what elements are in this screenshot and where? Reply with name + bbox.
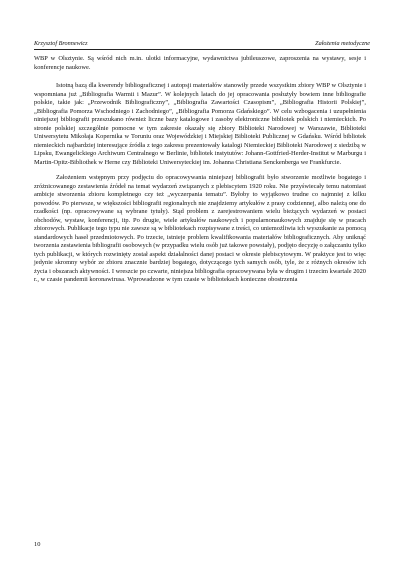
paragraph: Założeniem wstępnym przy podjęciu do opracowywania niniejszej bibliografii było stworzenie możliwie bogatego i zróżnicowanego zestawienia źródeł na temat wydarzeń związanych z plebiscytem 1920 roku. Nie przyświecały temu natomiast ambicje stworzenia zbioru kompletnego czy też „wyczerpania tematu”. Byłoby to wyjątkowo trudne co najmniej z kilku powodów. Po pierwsze, w większości bibliografii regionalnych nie znajdziemy artykułów z prasy codziennej, albo należą one do rzadkości (np. opracowywane są wybrane tytuły). Stąd problem z zarejestrowaniem wielu bieżących wydarzeń w postaci obchodów, wystaw, konferencji, itp. Po drugie, wiele artykułów naukowych i popularnonaukowych znajduje się w pracach zbiorowych. Publikacje tego typu nie zawsze są w bibliotekach rozpisywane z treści, co uniemożliwia ich wyszukanie za pomocą standardowych haseł przedmiotowych. Po trzecie, istnieje problem kwalifikowania materiałów bibliograficznych. Aby uniknąć tworzenia zestawienia bibliografii osobowych (w przypadku wielu osób już takowe powstały), podjęto decyzję o załączaniu tylko tych publikacji, w których rozwinięty został aspekt działalności danej postaci w okresie plebiscytowym. W praktyce jest to więc jedynie skromny wybór ze zbioru znacznie bardziej bogatego, dotyczącego tych samych osób, tyle, że z różnych okresów ich życia i obszarach aktywności. I wreszcie po czwarte, niniejsza bibliografia opracowywana była w drugim i trzecim kwartale 2020 r., w czasie pandemii koronawirusa. Wprowadzone w tym czasie w bibliotekach konieczne obostrzenia <box>34 174 367 283</box>
paragraph: Istotną bazą dla kwerendy bibliograficznej i autopsji materiałów stanowiły przede wszystkim zbiory WBP w Olsztynie i wspomniana już „Bibliografia Warmii i Mazur”. W kolejnych latach do jej opracowania posłużyły bowiem inne bibliografie polskie, takie jak: „Przewodnik Bibliograficzny”, „Bibliografia Zawartości Czasopism”, „Bibliografia Historii Polskiej”, „Bibliografia Pomorza Wschodniego i Zachodniego”, „Bibliografia Pomorza Gdańskiego”. W celu wzbogacenia i uzupełnienia niniejszej bibliografii przeszukano również liczne bazy katalogowe i zasoby elektroniczne bibliotek polskich i niemieckich. Po stronie polskiej szczególnie pomocne w tym zakresie okazały się zbiory Biblioteki Narodowej w Warszawie, Biblioteki Uniwersytetu Mikołaja Kopernika w Toruniu oraz Wojewódzkiej i Miejskiej Biblioteki Publicznej w Gdańsku. Wśród bibliotek niemieckich najbardziej interesujące źródła z tego zakresu prezentowały katalogi Niemieckiej Biblioteki Narodowej z siedzibą w Lipsku, Ewangelickiego Archiwum Centralnego w Berlinie, bibliotek instytutów: Johann-Gottfried-Herder-Institut w Marburgu i Martin-Opitz-Bibliothek w Herne czy Biblioteki Uniwersyteckiej im. Johanna Christiana Senckenberga we Frankfurcie. <box>34 82 366 166</box>
header-section-title: Założenia metodyczne <box>315 40 370 47</box>
page-number: 10 <box>34 541 41 548</box>
paragraph: WBP w Olsztynie. Są wśród nich m.in. ulotki informacyjne, wydawnictwa jubileuszowe, zaproszenia na wystawy, sesje i konferencje naukowe. <box>34 55 366 71</box>
header-author: Krzysztof Bronnewicz <box>34 40 88 47</box>
running-header <box>34 40 370 50</box>
body-text <box>34 55 366 292</box>
